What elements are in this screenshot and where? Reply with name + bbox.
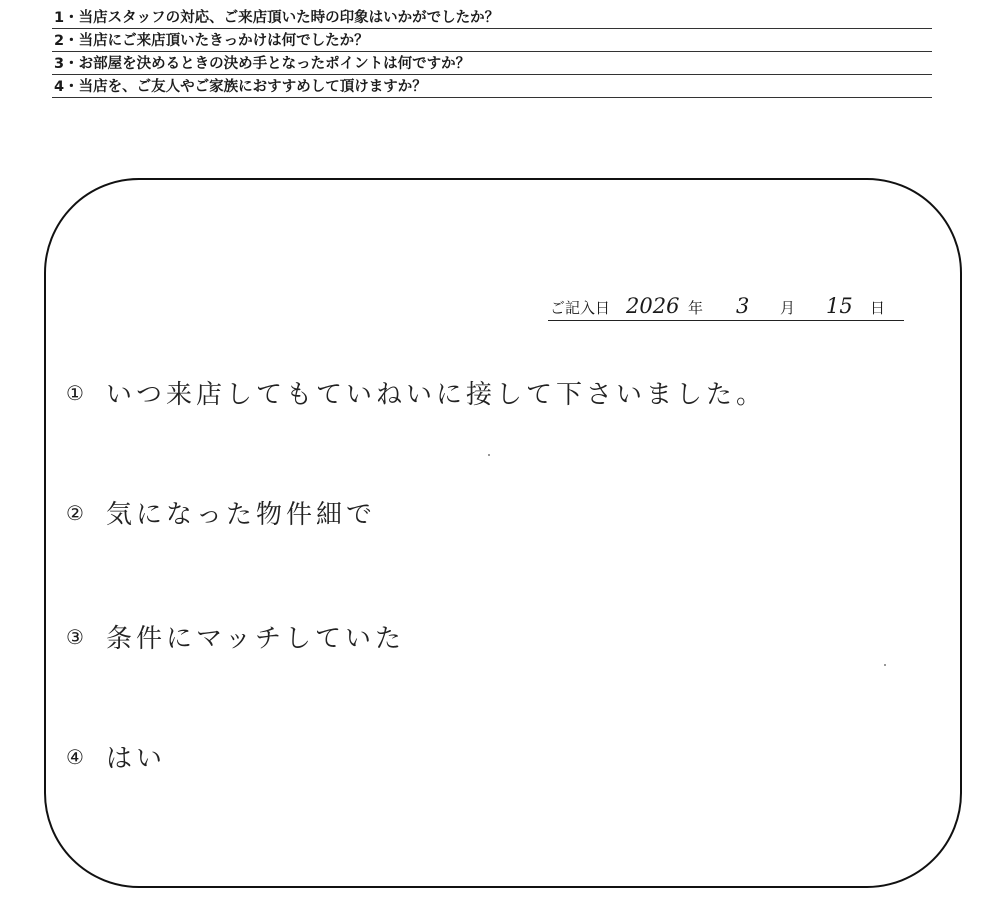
answer-card-frame <box>44 178 962 888</box>
answer-4-text: はい <box>106 744 167 774</box>
answer-3 <box>66 618 405 655</box>
entry-date-label: ご記入日 <box>550 299 611 317</box>
scan-speck <box>884 664 886 666</box>
answer-4-number: ④ <box>66 744 84 769</box>
entry-date-day: 15 <box>826 294 853 318</box>
answer-2 <box>66 494 376 531</box>
question-list <box>52 8 932 98</box>
question-2: 2・当店にご来店頂いたきっかけは何でしたか？ <box>52 31 932 52</box>
entry-date-month-unit: 月 <box>780 299 796 317</box>
entry-date-day-unit: 日 <box>870 299 886 317</box>
scan-speck <box>488 454 490 456</box>
answer-1 <box>66 374 766 411</box>
entry-date <box>548 294 904 321</box>
entry-date-year: 2026 <box>626 294 680 318</box>
answer-4 <box>66 738 166 775</box>
answer-2-text: 気になった物件細で <box>106 500 377 530</box>
entry-date-month: 3 <box>736 294 750 318</box>
answer-2-number: ② <box>66 500 84 525</box>
question-3: 3・お部屋を決めるときの決め手となったポイントは何ですか？ <box>52 54 932 75</box>
answer-3-number: ③ <box>66 624 84 649</box>
question-1: 1・当店スタッフの対応、ご来店頂いた時の印象はいかがでしたか？ <box>52 8 932 29</box>
answer-1-number: ① <box>66 380 84 405</box>
question-4: 4・当店を、ご友人やご家族におすすめして頂けますか？ <box>52 77 932 98</box>
answer-3-text: 条件にマッチしていた <box>106 624 405 654</box>
entry-date-year-unit: 年 <box>688 299 704 317</box>
answer-1-text: いつ来店してもていねいに接して下さいました。 <box>106 380 767 410</box>
